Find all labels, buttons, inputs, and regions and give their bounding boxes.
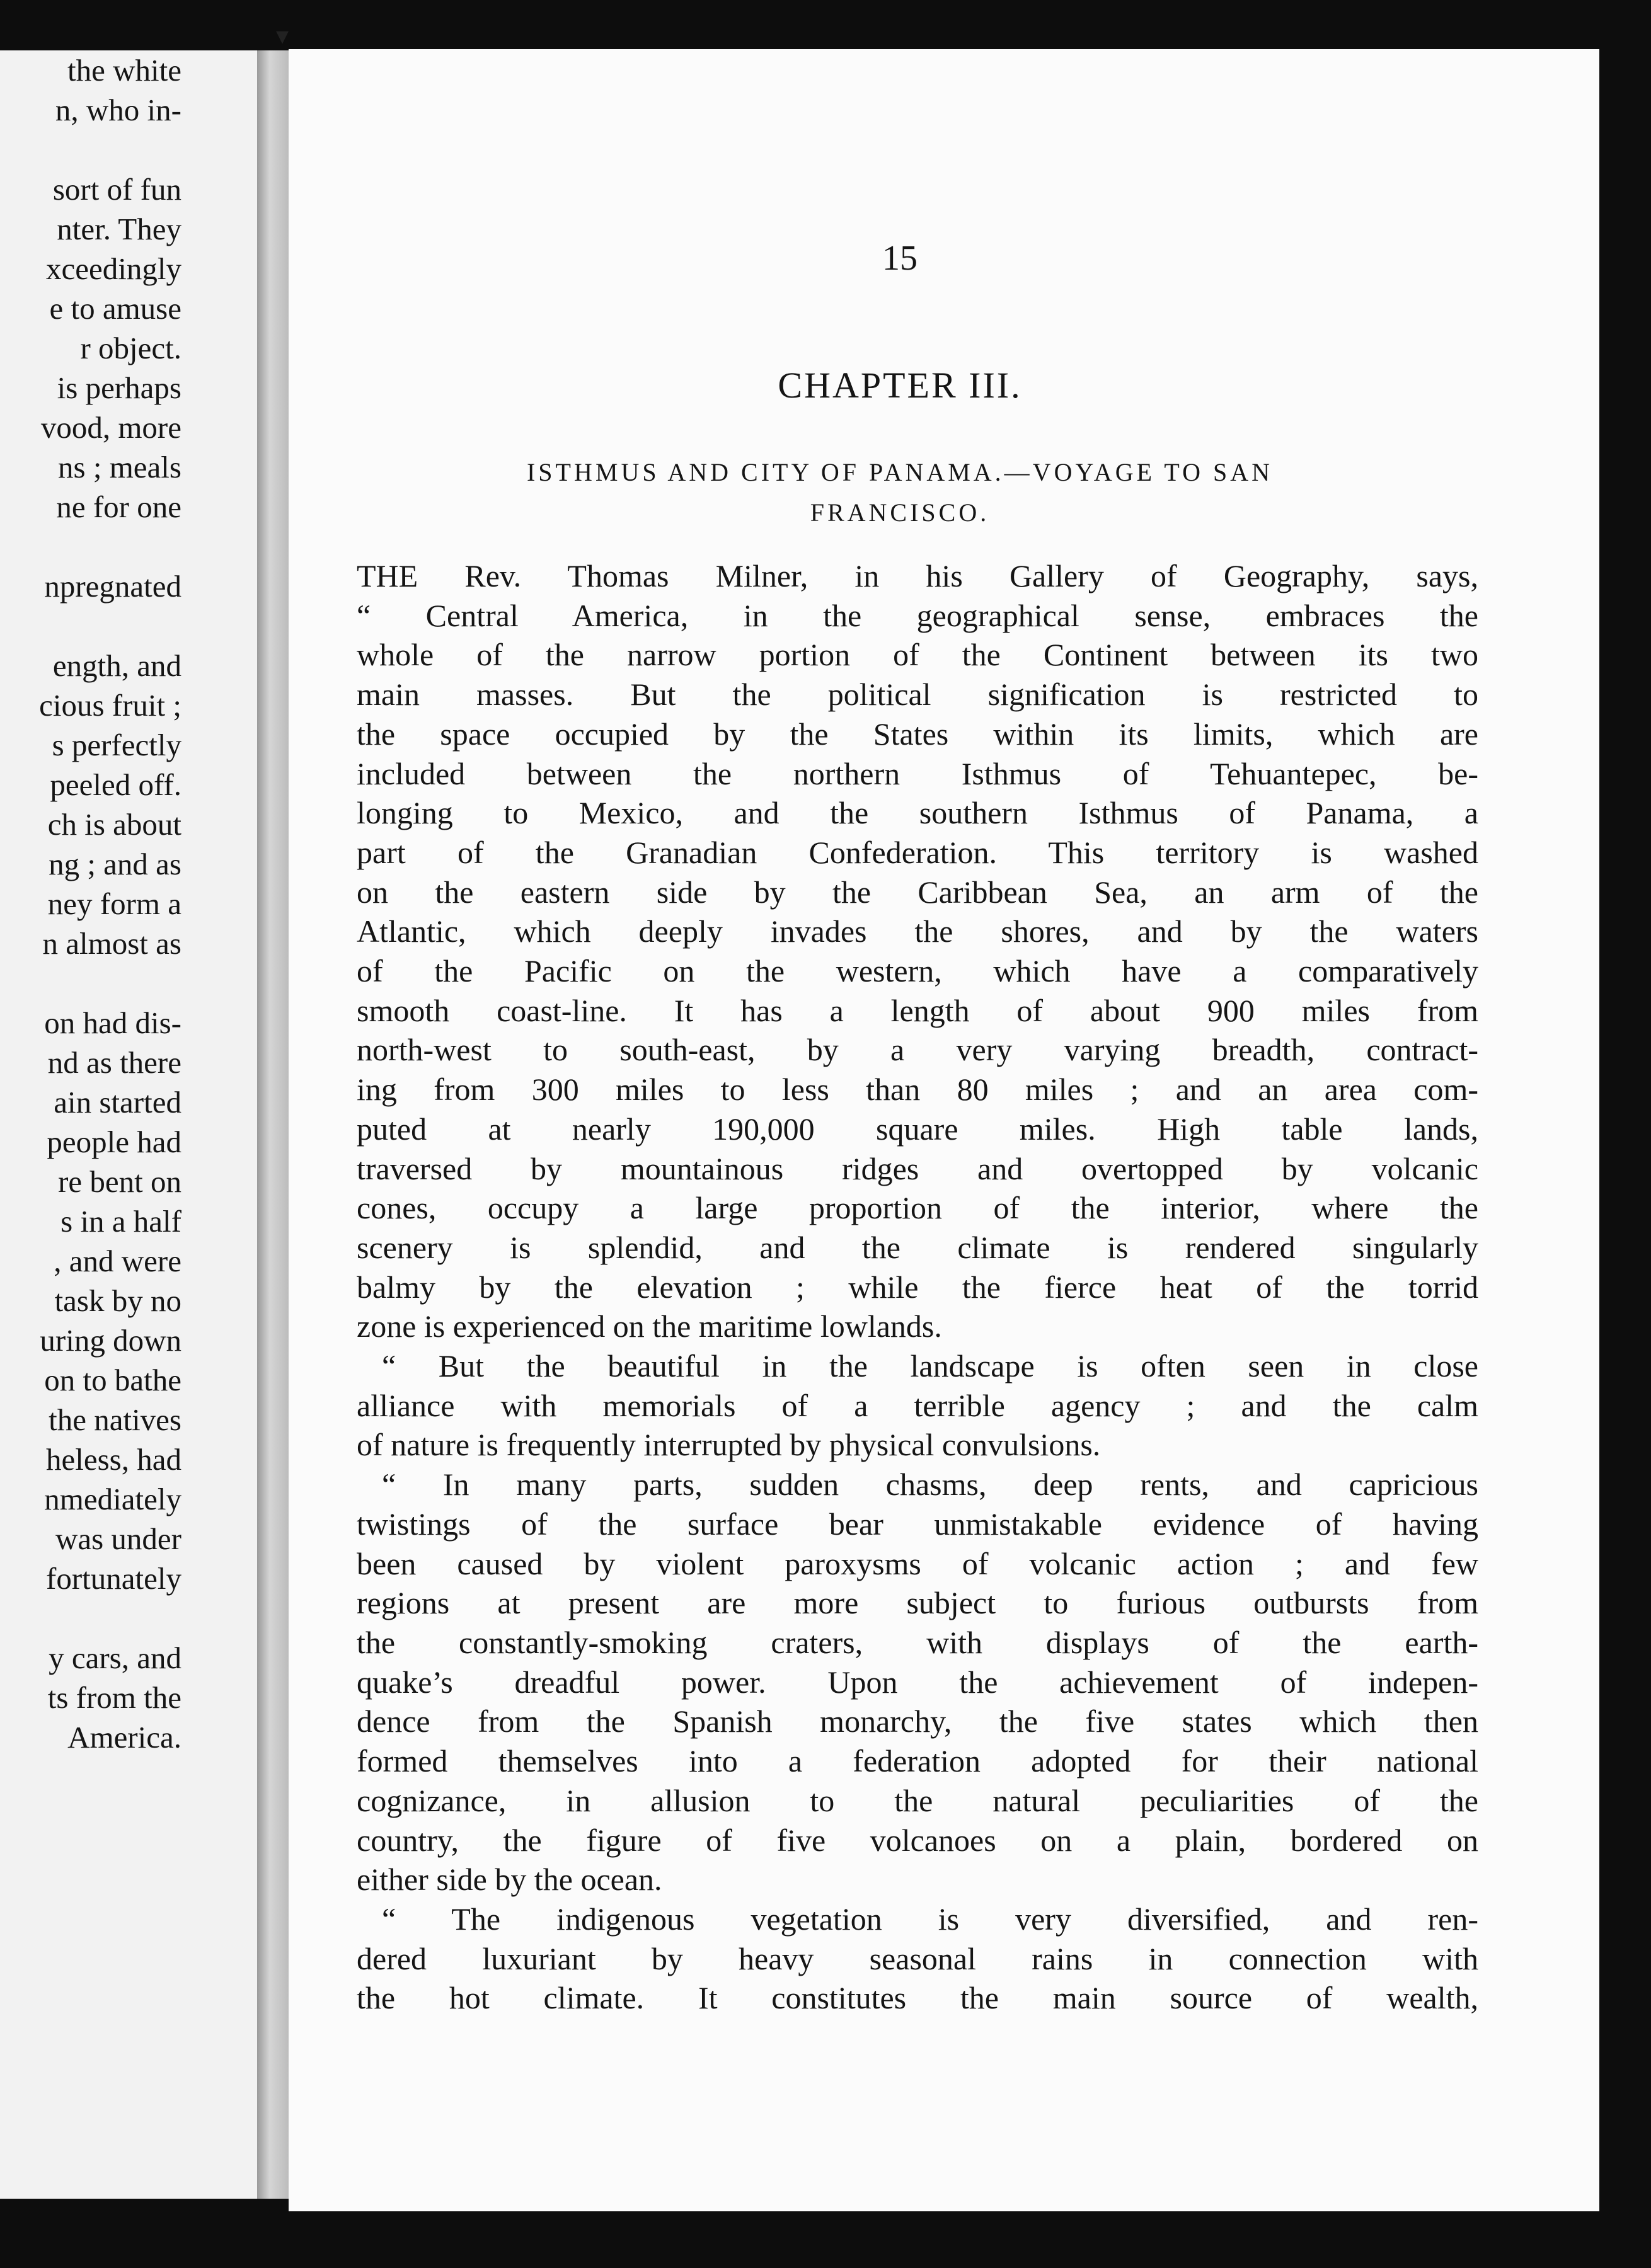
- facing-page-line: [0, 527, 181, 566]
- text-line: the hot climate. It constitutes the main source of wealth,: [357, 1980, 1478, 2016]
- facing-page-line: r object.: [80, 331, 181, 365]
- text-line: whole of the narrow portion of the Continent between its two: [357, 637, 1478, 673]
- text-line: “ In many parts, sudden chasms, deep rents, and capricious: [382, 1467, 1478, 1503]
- text-line: north-west to south-east, by a very varying breadth, contract-: [357, 1032, 1478, 1068]
- facing-page-line: nmediately: [44, 1482, 181, 1516]
- facing-page-line: America.: [67, 1720, 181, 1755]
- facing-page-line: uring down: [40, 1323, 181, 1358]
- facing-page-line: [0, 1598, 181, 1638]
- facing-page-line: was under: [55, 1521, 181, 1556]
- facing-page-line: ney form a: [47, 886, 181, 921]
- body-text: [357, 556, 1478, 2018]
- text-line: cones, occupy a large proportion of the interior, where the: [357, 1190, 1478, 1226]
- text-line: quake’s dreadful power. Upon the achievement of indepen-: [357, 1664, 1478, 1700]
- facing-page-line: s perfectly: [52, 728, 181, 762]
- text-line: longing to Mexico, and the southern Isthmus of Panama, a: [357, 795, 1478, 831]
- facing-page-line: xceedingly: [46, 251, 181, 286]
- facing-page-line: n almost as: [42, 926, 181, 961]
- facing-page-line: nd as there: [47, 1045, 181, 1080]
- text-line: scenery is splendid, and the climate is rendered singularly: [357, 1229, 1478, 1265]
- facing-page-line: people had: [47, 1125, 181, 1159]
- facing-page-line: ength, and: [52, 648, 181, 683]
- text-line: country, the figure of five volcanoes on a plain, bordered on: [357, 1822, 1478, 1858]
- text-line: balmy by the elevation ; while the fierce heat of the torrid: [357, 1269, 1478, 1305]
- facing-page-line: sort of fun: [52, 172, 181, 207]
- facing-page-line: re bent on: [58, 1164, 181, 1199]
- facing-page-line: [0, 606, 181, 646]
- facing-page-line: the natives: [49, 1402, 181, 1437]
- facing-page-line: the white: [67, 53, 181, 88]
- facing-page-line: vood, more: [40, 410, 181, 445]
- facing-page: [0, 50, 257, 2199]
- text-line: alliance with memorials of a terrible agency ; and the calm: [357, 1387, 1478, 1423]
- facing-page-line: ain started: [54, 1085, 181, 1120]
- text-line: zone is experienced on the maritime lowlands.: [357, 1309, 942, 1344]
- facing-page-line: e to amuse: [49, 291, 181, 326]
- text-line: dered luxuriant by heavy seasonal rains in connection with: [357, 1940, 1478, 1976]
- facing-page-line: [0, 963, 181, 1003]
- text-line: ing from 300 miles to less than 80 miles ; and an area com-: [357, 1072, 1478, 1108]
- text-line: of nature is frequently interrupted by physical convulsions.: [357, 1427, 1101, 1463]
- facing-page-line: ng ; and as: [49, 847, 181, 881]
- book-gutter: [257, 50, 289, 2199]
- text-line: the constantly-smoking craters, with displays of the earth-: [357, 1624, 1478, 1660]
- facing-page-line: cious fruit ;: [39, 688, 181, 723]
- facing-page-line: task by no: [54, 1283, 181, 1318]
- facing-page-line: , and were: [54, 1244, 181, 1278]
- text-line: THE Rev. Thomas Milner, in his Gallery of Geography, says,: [357, 558, 1478, 593]
- facing-page-line: on to bathe: [44, 1363, 181, 1397]
- facing-page-line: n, who in-: [55, 93, 181, 127]
- text-line: traversed by mountainous ridges and overtopped by volcanic: [357, 1150, 1478, 1186]
- text-line: included between the northern Isthmus of Tehuantepec, be-: [357, 755, 1478, 791]
- facing-page-line: heless, had: [46, 1442, 181, 1477]
- facing-page-line: s in a half: [60, 1204, 181, 1239]
- text-line: puted at nearly 190,000 square miles. High table lands,: [357, 1111, 1478, 1147]
- chapter-subtitle: [415, 452, 1385, 533]
- text-line: been caused by violent paroxysms of volcanic action ; and few: [357, 1545, 1478, 1581]
- facing-page-line: is perhaps: [57, 370, 181, 405]
- facing-page-line: y cars, and: [49, 1641, 181, 1675]
- facing-page-line: npregnated: [44, 569, 181, 604]
- facing-page-line: ns ; meals: [58, 450, 181, 484]
- facing-page-line: fortunately: [46, 1561, 181, 1596]
- text-line: “ But the beautiful in the landscape is often seen in close: [382, 1348, 1478, 1384]
- facing-page-line: peeled off.: [50, 767, 181, 802]
- chapter-title: CHAPTER III.: [778, 365, 1022, 406]
- text-line: “ The indigenous vegetation is very diversified, and ren-: [382, 1901, 1478, 1937]
- text-line: either side by the ocean.: [357, 1862, 662, 1898]
- facing-page-line: ts from the: [47, 1680, 181, 1715]
- text-line: “ Central America, in the geographical sense, embraces the: [357, 597, 1478, 633]
- page-number: 15: [882, 239, 918, 278]
- facing-page-text: [0, 50, 181, 1757]
- scan-mark: ▾: [276, 21, 289, 50]
- text-line: twistings of the surface bear unmistakable evidence of having: [357, 1506, 1478, 1542]
- text-line: on the eastern side by the Caribbean Sea, an arm of the: [357, 874, 1478, 910]
- text-line: Atlantic, which deeply invades the shores, and by the waters: [357, 914, 1478, 949]
- book-page: [289, 49, 1599, 2211]
- text-line: part of the Granadian Confederation. This territory is washed: [357, 834, 1478, 870]
- text-line: formed themselves into a federation adopted for their national: [357, 1743, 1478, 1779]
- text-line: the space occupied by the States within its limits, which are: [357, 716, 1478, 752]
- text-line: dence from the Spanish monarchy, the five states which then: [357, 1704, 1478, 1739]
- text-line: smooth coast-line. It has a length of about 900 miles from: [357, 992, 1478, 1028]
- text-line: of the Pacific on the western, which have a comparatively: [357, 953, 1478, 989]
- text-line: cognizance, in allusion to the natural peculiarities of the: [357, 1782, 1478, 1818]
- facing-page-line: ch is about: [47, 807, 181, 842]
- text-line: main masses. But the political signification is restricted to: [357, 677, 1478, 713]
- chapter-subtitle-line: ISTHMUS AND CITY OF PANAMA.—VOYAGE TO SAN: [526, 458, 1274, 486]
- chapter-subtitle-line: FRANCISCO.: [810, 498, 990, 527]
- facing-page-line: on had dis-: [44, 1005, 181, 1040]
- facing-page-line: [0, 130, 181, 169]
- facing-page-line: nter. They: [57, 212, 181, 246]
- facing-page-line: ne for one: [56, 490, 181, 524]
- text-line: regions at present are more subject to furious outbursts from: [357, 1585, 1478, 1621]
